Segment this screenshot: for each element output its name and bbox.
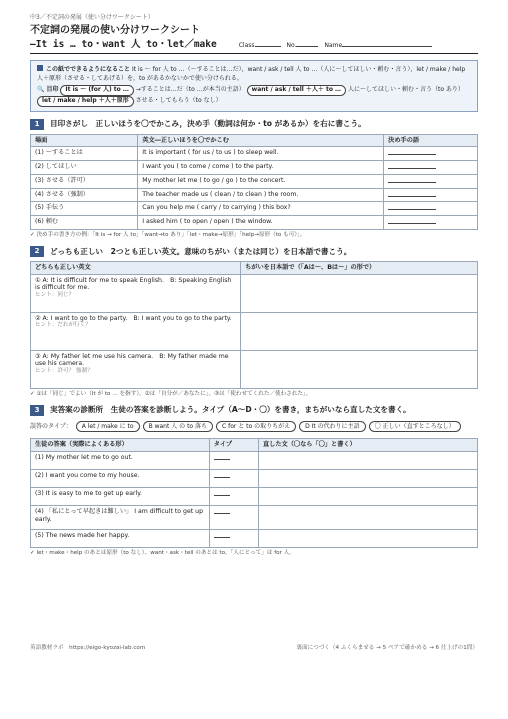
column-header: タイプ (209, 439, 258, 452)
type-blank[interactable] (209, 505, 258, 529)
name-field[interactable]: Name (324, 40, 432, 50)
type-pill-a: A let / make に to (76, 421, 140, 433)
table-row: (5) 手伝う Can you help me ( carry / to carrying ) this box? (31, 202, 478, 216)
column-header: 英文―正しいほうを〇でかこむ (138, 134, 384, 147)
target-pill-let-make: let / make / help ＋人＋原形 (37, 96, 134, 107)
breadcrumb: 中3／不定詞の発展（使い分けワークシート） (30, 14, 154, 21)
section-2-note: ✓ ①は「同じ」でよい（It が to … を指す）。②は「自分が／あなたに」。③は「使わせてくれた／使わされた」。 (30, 390, 312, 397)
table-row: (1) My mother let me to go out. (31, 451, 478, 469)
correction-cell[interactable] (258, 469, 477, 487)
section-1-note: ✓ 決め手の書き方の例：「It is → for 人 to」「want→to あり」「let・make→原形」「help→原形（to も可）」。 (30, 231, 306, 238)
table-row: ① A: It is difficult for me to speak English. B: Speaking English is difficult for me. ヒント：同じ？ (31, 274, 478, 312)
goal-box (30, 60, 478, 112)
square-bullet-icon (37, 65, 43, 71)
section-2-heading: 2 どっちも正しい 2つとも正しい英文。意味のちがい（または同じ）を日本語で書こう。 (30, 246, 478, 257)
section-number: 2 (30, 246, 44, 257)
class-field[interactable]: Class (239, 40, 281, 50)
section-number: 1 (30, 119, 44, 130)
answer-cell[interactable] (241, 312, 478, 350)
correction-cell[interactable] (258, 505, 477, 529)
column-header: ちがいを日本語で（「Aは～、Bは～」の形で） (241, 261, 478, 274)
title-row (30, 39, 478, 54)
column-header: 場面 (31, 134, 138, 147)
type-blank[interactable] (209, 451, 258, 469)
table-row: (6) 頼む I asked him ( to open / open ) the window. (31, 216, 478, 230)
table-row: (4) させる（強制） The teacher made us ( clean / to clean ) the room. (31, 188, 478, 202)
answer-blank[interactable] (384, 202, 478, 216)
section-1-table (30, 134, 478, 230)
table-row: (2) I want you come to my house. (31, 469, 478, 487)
answer-cell[interactable] (241, 350, 478, 388)
table-row: ③ A: My father let me use his camera. B: My father made me use his camera. ヒント：許可？ 強制？ (31, 350, 478, 388)
type-pill-b: B want 人 の to 落ち (143, 421, 213, 433)
error-type-legend: 誤答のタイプ： A let / make に to B want 人 の to 落ち C for と to の取りちがえ D It の代わりに主語 〇 正しい（直すところなし） (30, 420, 478, 435)
type-pill-d: D It の代わりに主語 (299, 421, 366, 433)
table-row: ② A: I want to go to the party. B: I want you to go to the party. ヒント：だれが行く？ (31, 312, 478, 350)
answer-blank[interactable] (384, 161, 478, 175)
section-3-note: ✓ let・make・help のあとは原形（to なし）。want・ask・tell のあとは to。「人にとって」は for 人。 (30, 549, 295, 556)
answer-blank[interactable] (384, 188, 478, 202)
section-number: 3 (30, 405, 44, 416)
table-row: (2) してほしい I want you ( to come / come ) to the party. (31, 161, 478, 175)
table-row: (3) It is easy to me to get up early. (31, 487, 478, 505)
magnifier-icon: 🔍 (37, 86, 45, 94)
page-title: 不定詞の発展の使い分けワークシート (30, 24, 200, 36)
column-header: 直した文（〇なら「〇」と書く） (258, 439, 477, 452)
page-footer (30, 645, 478, 652)
student-fields (239, 40, 438, 50)
page-subtitle: ―It is … to・want 人 to・let／make (30, 39, 217, 50)
answer-cell[interactable] (241, 274, 478, 312)
section-3-heading: 3 実答案の診断所 生徒の答案を診断しよう。タイプ（A～D・〇）を書き，まちがいなら直した文を書く。 (30, 405, 478, 416)
type-blank[interactable] (209, 529, 258, 547)
column-header: 生徒の答案（実際によくある形） (31, 439, 210, 452)
answer-blank[interactable] (384, 216, 478, 230)
goal-targets: 🔍 目印 It is ～ (for 人) to … →することは…だ（to …が本当の主語） want / ask / tell ＋人＋ to … 人に～してほしい・頼む・言う（to あり） let / make / help ＋人＋原形 させる・してもらう（to なし） (37, 85, 471, 106)
table-row: (4) 「私にとって早起きは難しい」 I am difficult to get up early. (31, 505, 478, 529)
table-row: (3) させる（許可） My mother let me ( to go / go ) to the concert. (31, 174, 478, 188)
type-pill-correct: 〇 正しい（直すところなし） (369, 421, 461, 433)
type-blank[interactable] (209, 487, 258, 505)
type-pill-c: C for と to の取りちがえ (216, 421, 296, 433)
correction-cell[interactable] (258, 529, 477, 547)
footer-continue: 裏面につづく（4 ふくらませる → 5 ペアで確かめる → 6 仕上げの1問） (296, 645, 478, 651)
goal-intro: この紙でできるようになること It is ～ for 人 to …（～することは…だ），want / ask / tell 人 to …（人に～してほしい・頼む・言う），let / make / help 人＋原形（させる・してあげる）を，to があるかないかで使い分けられる。 (37, 65, 466, 82)
footer-site: 英語教材ラボ https://eigo-kyozai-lab.com (30, 645, 146, 651)
column-header: 決め手の語 (384, 134, 478, 147)
section-1-heading: 1 目印さがし 正しいほうを〇でかこみ，決め手（動詞は何か・to があるか）を右に書こう。 (30, 119, 478, 130)
correction-cell[interactable] (258, 487, 477, 505)
target-pill-want: want / ask / tell ＋人＋ to … (247, 85, 346, 96)
type-blank[interactable] (209, 469, 258, 487)
section-3-table (30, 438, 478, 548)
column-header: どちらも正しい英文 (31, 261, 241, 274)
table-row: (1) ～することは It is important ( for us / to us ) to sleep well. (31, 147, 478, 161)
target-pill-it-is: It is ～ (for 人) to … (60, 85, 133, 96)
section-2-table (30, 261, 478, 389)
correction-cell[interactable] (258, 451, 477, 469)
answer-blank[interactable] (384, 147, 478, 161)
answer-blank[interactable] (384, 174, 478, 188)
number-field[interactable]: No. (287, 40, 319, 50)
table-row: (5) The news made her happy. (31, 529, 478, 547)
